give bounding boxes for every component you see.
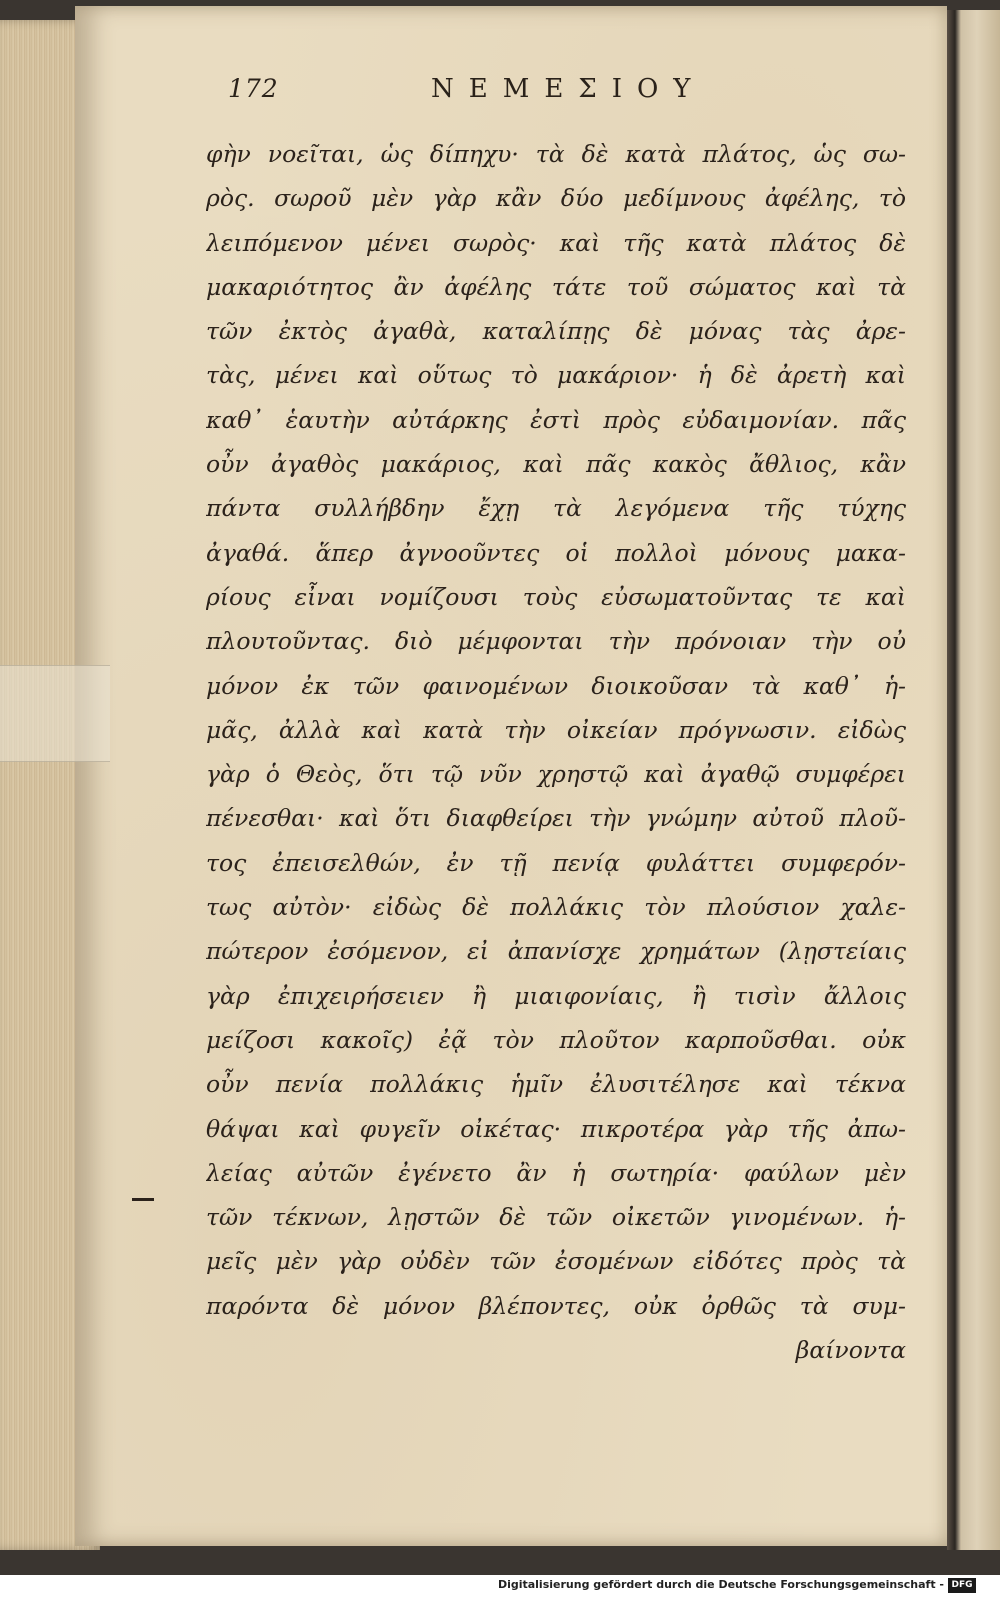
text-line: λείας αὐτῶν ἐγένετο ἂν ἡ σωτηρία· φαύλων μὲν <box>206 1158 906 1187</box>
text-line: τως αὐτὸν· εἰδὼς δὲ πολλάκις τὸν πλούσιον χαλε- <box>206 893 906 922</box>
page-number: 172 <box>228 74 279 103</box>
right-page-edge <box>947 10 1000 1550</box>
running-head: ΝΕΜΕΣΙΟΥ <box>431 74 706 104</box>
text-line: πλουτοῦντας. διὸ μέμφονται τὴν πρόνοιαν τὴν οὐ <box>206 627 906 656</box>
text-line: πώτερον ἐσόμενον, εἰ ἀπανίσχε χρημάτων (λῃστείαις <box>206 937 906 966</box>
text-line: φὴν νοεῖται, ὡς δίπηχυ· τὰ δὲ κατὰ πλάτος, ὡς σω- <box>206 140 906 168</box>
text-line: οὖν ἀγαθὸς μακάριος, καὶ πᾶς κακὸς ἄθλιος, κἂν <box>206 450 906 479</box>
text-line: μόνον ἐκ τῶν φαινομένων διοικοῦσαν τὰ καθ᾽ ἡ- <box>206 671 906 700</box>
bookmark-ribbon <box>0 665 110 762</box>
text-line: μᾶς, ἀλλὰ καὶ κατὰ τὴν οἰκείαν πρόγνωσιν. εἰδὼς <box>206 715 906 744</box>
text-line: τῶν ἐκτὸς ἀγαθὰ, καταλίπῃς δὲ μόνας τὰς ἀρε- <box>206 317 906 346</box>
footer-credit: Digitalisierung gefördert durch die Deutsche Forschungsgemeinschaft - <box>497 1578 944 1591</box>
page-header <box>228 74 918 108</box>
text-line: τος ἐπεισελθών, ἐν τῇ πενίᾳ φυλάττει συμφερόν- <box>206 848 906 877</box>
text-line: θάψαι καὶ φυγεῖν οἰκέτας· πικροτέρα γὰρ τῆς ἀπω- <box>206 1114 906 1143</box>
text-line: τὰς, μένει καὶ οὕτως τὸ μακάριον· ἡ δὲ ἀρετὴ καὶ <box>206 361 906 390</box>
body-text <box>206 132 906 1372</box>
catchword: βαίνοντα <box>795 1336 906 1365</box>
text-line: τῶν τέκνων, λῃστῶν δὲ τῶν οἰκετῶν γινομένων. ἡ- <box>206 1203 906 1232</box>
text-line: ρὸς. σωροῦ μὲν γὰρ κἂν δύο μεδίμνους ἀφέλης, τὸ <box>206 184 906 213</box>
text-line: μακαριότητος ἂν ἀφέλης τάτε τοῦ σώματος καὶ τὰ <box>206 272 906 301</box>
text-line: οὖν πενία πολλάκις ἡμῖν ἐλυσιτέλησε καὶ τέκνα <box>206 1070 906 1099</box>
text-line: λειπόμενον μένει σωρὸς· καὶ τῆς κατὰ πλάτος δὲ <box>206 228 906 257</box>
text-line: πένεσθαι· καὶ ὅτι διαφθείρει τὴν γνώμην αὐτοῦ πλοῦ- <box>206 804 906 833</box>
text-line: ἀγαθά. ἅπερ ἀγνοοῦντες οἱ πολλοὶ μόνους μακα- <box>206 538 906 567</box>
text-line: γὰρ ἐπιχειρήσειεν ἢ μιαιφονίαις, ἢ τισὶν ἄλλοις <box>206 981 906 1010</box>
margin-mark <box>132 1198 154 1201</box>
footer-bar <box>0 1575 1000 1597</box>
text-line: πάντα συλλήβδην ἔχῃ τὰ λεγόμενα τῆς τύχης <box>206 494 906 523</box>
dfg-logo: DFG <box>948 1578 976 1593</box>
text-line: παρόντα δὲ μόνον βλέποντες, οὐκ ὀρθῶς τὰ συμ- <box>206 1291 906 1320</box>
text-line: μείζοσι κακοῖς) ἐᾷ τὸν πλοῦτον καρποῦσθαι. οὐκ <box>206 1025 906 1054</box>
text-line: γὰρ ὁ Θεὸς, ὅτι τῷ νῦν χρηστῷ καὶ ἀγαθῷ συμφέρει <box>206 760 906 789</box>
text-line: ρίους εἶναι νομίζουσι τοὺς εὐσωματοῦντας τε καὶ <box>206 582 906 611</box>
text-line: καθ᾽ ἑαυτὴν αὐτάρκης ἐστὶ πρὸς εὐδαιμονίαν. πᾶς <box>206 405 906 434</box>
text-line: μεῖς μὲν γὰρ οὐδὲν τῶν ἐσομένων εἰδότες πρὸς τὰ <box>206 1247 906 1276</box>
